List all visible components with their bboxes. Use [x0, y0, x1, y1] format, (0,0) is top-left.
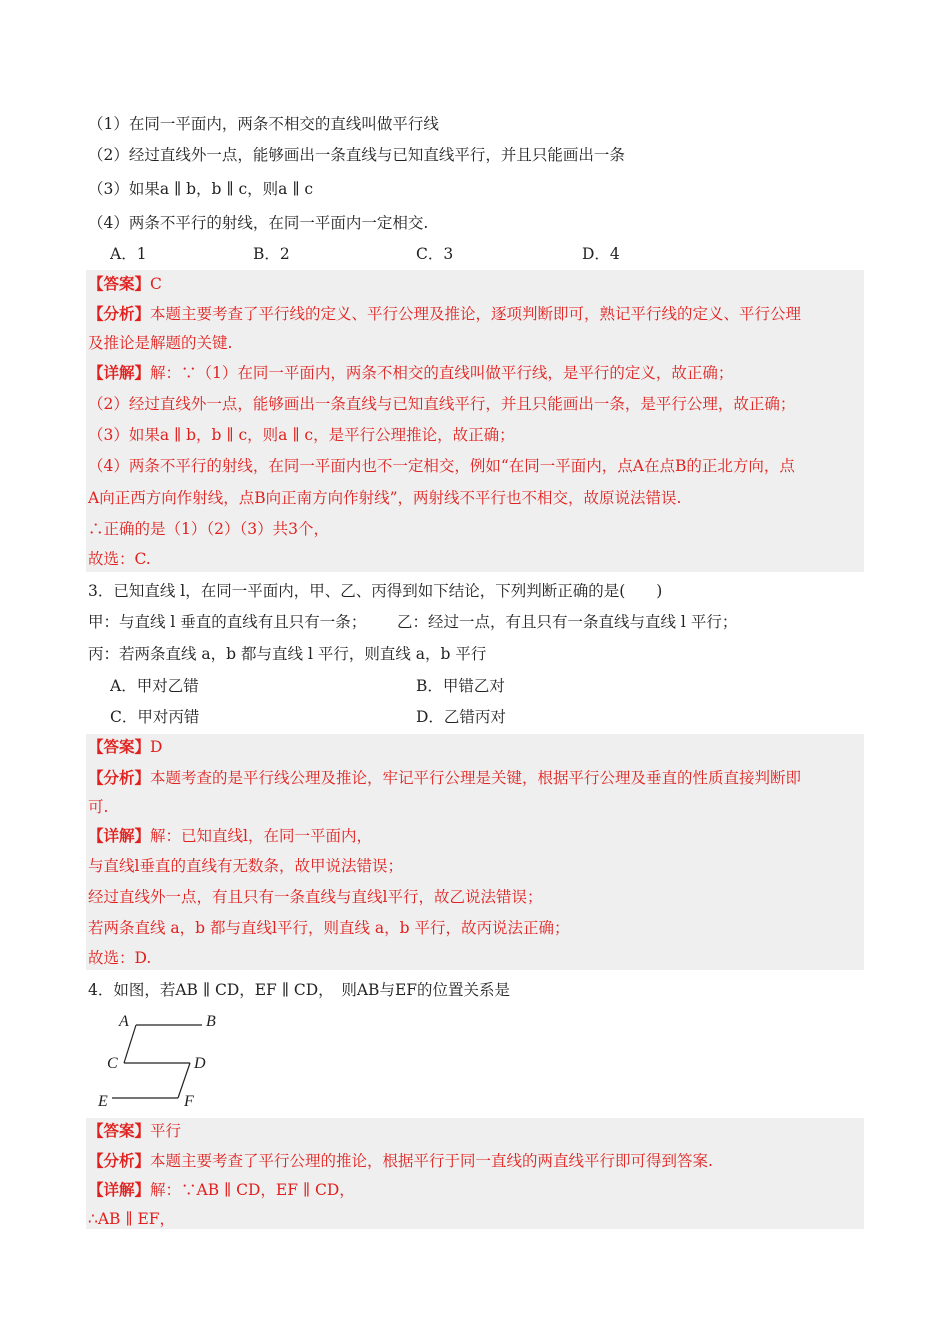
label-a: A — [119, 1013, 129, 1030]
label-b: B — [206, 1013, 216, 1030]
q3-statement-jia: 甲：与直线 l 垂直的直线有且只有一条； — [88, 613, 367, 631]
q3-detail-3: 经过直线外一点，有且只有一条直线与直线l平行，故乙说法错误； — [88, 888, 543, 906]
analysis-tag: 【分析】 — [88, 1151, 151, 1170]
q2-analysis-2: 及推论是解题的关键. — [88, 334, 233, 352]
q3-detail-1 — [88, 825, 372, 847]
label-c: C — [107, 1055, 118, 1072]
q4-analysis-text: 本题主要考查了平行公理的推论，根据平行于同一直线的两直线平行即可得到答案. — [150, 1152, 713, 1170]
q4-figure — [92, 1006, 232, 1114]
q2-detail-6: ∴正确的是（1）（2）（3）共3个， — [88, 520, 329, 538]
label-f: F — [184, 1093, 194, 1110]
q4-analysis — [88, 1150, 713, 1172]
label-e: E — [98, 1093, 108, 1110]
q3-detail-5: 故选：D. — [88, 949, 152, 967]
q3-statement-yi: 乙：经过一点，有且只有一条直线与直线 l 平行； — [397, 613, 738, 631]
q3-analysis-1 — [88, 767, 801, 789]
segment-ac — [124, 1025, 136, 1063]
q3-option-d: D．乙错丙对 — [416, 708, 506, 726]
q4-answer — [88, 1120, 181, 1142]
q2-statement-1: （1）在同一平面内，两条不相交的直线叫做平行线 — [88, 115, 439, 133]
q3-statement-bing: 丙：若两条直线 a，b 都与直线 l 平行，则直线 a，b 平行 — [88, 645, 487, 663]
q2-option-b: B．2 — [253, 245, 290, 263]
q2-detail-3: （3）如果a ∥ b，b ∥ c，则a ∥ c，是平行公理推论，故正确； — [88, 426, 515, 444]
q3-answer — [88, 736, 162, 758]
q3-option-b: B．甲错乙对 — [416, 677, 505, 695]
q2-option-d: D．4 — [582, 245, 620, 263]
q3-stem: 3．已知直线 l，在同一平面内，甲、乙、丙得到如下结论，下列判断正确的是( ) — [88, 582, 663, 600]
q2-statement-2: （2）经过直线外一点，能够画出一条直线与已知直线平行，并且只能画出一条 — [88, 146, 625, 164]
detail-tag: 【详解】 — [88, 363, 151, 382]
q3-detail-text-1: 解：已知直线l，在同一平面内， — [150, 827, 372, 845]
analysis-tag: 【分析】 — [88, 304, 151, 323]
detail-tag: 【详解】 — [88, 826, 151, 845]
q2-analysis-text-1: 本题主要考查了平行线的定义、平行公理及推论，逐项判断即可，熟记平行线的定义、平行公理 — [150, 305, 802, 323]
q2-detail-5: A向正西方向作射线，点B向正南方向作射线”，两射线不平行也不相交，故原说法错误. — [88, 489, 682, 507]
q4-solution-box — [86, 1118, 864, 1229]
q3-answer-value: D — [150, 738, 163, 756]
answer-tag: 【答案】 — [88, 737, 151, 756]
q3-analysis-text-1: 本题考查的是平行线公理及推论，牢记平行公理是关键，根据平行公理及垂直的性质直接判断即 — [150, 769, 802, 787]
q4-detail-2: ∴AB ∥ EF， — [88, 1210, 176, 1228]
q2-detail-2: （2）经过直线外一点，能够画出一条直线与已知直线平行，并且只能画出一条，是平行公理，故正确； — [88, 395, 796, 413]
q2-statement-3: （3）如果a ∥ b，b ∥ c，则a ∥ c — [88, 180, 314, 198]
answer-tag: 【答案】 — [88, 274, 151, 293]
q4-stem: 4．如图，若AB ∥ CD，EF ∥ CD， 则AB与EF的位置关系是 — [88, 981, 511, 999]
detail-tag: 【详解】 — [88, 1180, 151, 1199]
q3-detail-4: 若两条直线 a，b 都与直线l平行，则直线 a，b 平行，故丙说法正确； — [88, 919, 570, 937]
label-d: D — [194, 1055, 206, 1072]
q2-option-a: A．1 — [110, 245, 147, 263]
q3-analysis-2: 可. — [88, 798, 109, 816]
q2-answer — [88, 273, 162, 295]
q4-answer-value: 平行 — [150, 1122, 182, 1140]
q2-detail-1 — [88, 362, 733, 384]
q3-option-a: A．甲对乙错 — [110, 677, 199, 695]
answer-tag: 【答案】 — [88, 1121, 151, 1140]
q2-analysis-1 — [88, 303, 801, 325]
q4-detail-text-1: 解：∵AB ∥ CD，EF ∥ CD， — [150, 1181, 355, 1199]
analysis-tag: 【分析】 — [88, 768, 151, 787]
q2-detail-7: 故选：C. — [88, 550, 151, 568]
q2-detail-4: （4）两条不平行的射线，在同一平面内也不一定相交，例如“在同一平面内，点A在点B的正北方向，点 — [88, 457, 795, 475]
q2-statement-4: （4）两条不平行的射线，在同一平面内一定相交. — [88, 214, 429, 232]
q3-detail-2: 与直线l垂直的直线有无数条，故甲说法错误； — [88, 857, 403, 875]
q4-detail-1 — [88, 1179, 355, 1201]
q2-option-c: C．3 — [416, 245, 454, 263]
q2-answer-value: C — [150, 275, 162, 293]
q3-option-c: C．甲对丙错 — [110, 708, 200, 726]
q2-detail-text-1: 解：∵（1）在同一平面内，两条不相交的直线叫做平行线，是平行的定义，故正确； — [150, 364, 734, 382]
